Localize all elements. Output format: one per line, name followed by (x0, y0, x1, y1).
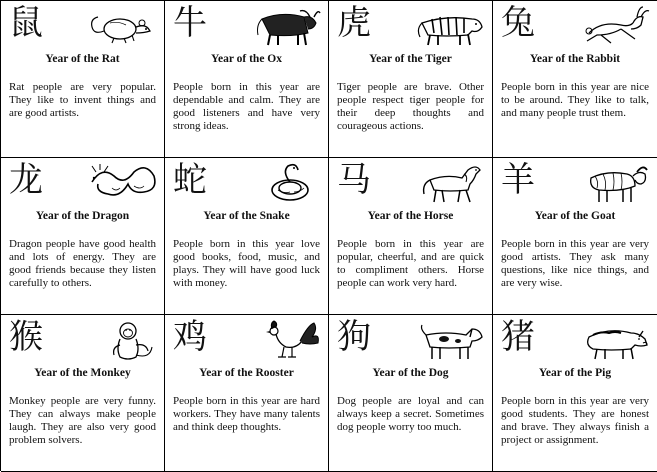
chinese-character: 鼠 (9, 3, 43, 43)
tiger-illustration (416, 5, 486, 47)
zodiac-cell-dragon (1, 158, 165, 315)
chinese-character: 羊 (501, 160, 535, 200)
chinese-character: 马 (337, 160, 371, 200)
zodiac-cell-rooster (165, 315, 329, 472)
zodiac-title: Year of the Dragon (35, 210, 130, 222)
zodiac-description: People born in this year are very good students. They are honest and brave. They always finish a project or assignment. (501, 395, 649, 446)
monkey-illustration (88, 319, 158, 361)
zodiac-cell-snake (165, 158, 329, 315)
zodiac-cell-pig (493, 315, 657, 472)
zodiac-description: Rat people are very popular. They like to invent things and are good artists. (9, 81, 156, 119)
zodiac-cell-horse (329, 158, 493, 315)
zodiac-cell-tiger (329, 1, 493, 158)
snake-illustration (252, 162, 322, 204)
rooster-illustration (252, 319, 322, 361)
zodiac-cell-dog (329, 315, 493, 472)
zodiac-description: People born in this year are nice to be around. They like to talk, and many people trust them. (501, 81, 649, 119)
zodiac-cell-goat (493, 158, 657, 315)
zodiac-cell-rabbit (493, 1, 657, 158)
zodiac-cell-rat (1, 1, 165, 158)
zodiac-description: People born in this year love good books, food, music, and plays. They will have good luck with money. (173, 238, 320, 289)
chinese-character: 龙 (9, 160, 43, 200)
zodiac-cell-monkey (1, 315, 165, 472)
dog-illustration (416, 319, 486, 361)
chinese-character: 蛇 (173, 160, 207, 200)
zodiac-title: Year of the Horse (367, 210, 454, 222)
chinese-character: 牛 (173, 3, 207, 43)
zodiac-description: Tiger people are brave. Other people respect tiger people for their deep thoughts and courageous actions. (337, 81, 484, 132)
zodiac-title: Year of the Monkey (34, 367, 131, 379)
chinese-character: 鸡 (173, 317, 207, 357)
zodiac-description: People born in this year are popular, cheerful, and are quick to compliment others. Horse people can work very hard. (337, 238, 484, 289)
zodiac-description: People born in this year are hard workers. They have many talents and think deep thoughts. (173, 395, 320, 433)
chinese-character: 猪 (501, 317, 535, 357)
zodiac-description: Monkey people are very funny. They can always make people laugh. They are also very good problem solvers. (9, 395, 156, 446)
zodiac-description: Dragon people have good health and lots of energy. They are good friends because they listen carefully to others. (9, 238, 156, 289)
dragon-illustration (88, 162, 158, 204)
zodiac-title: Year of the Pig (538, 367, 612, 379)
chinese-character: 狗 (337, 317, 371, 357)
zodiac-description: People born in this year are dependable and calm. They are good listeners and have very strong ideas. (173, 81, 320, 132)
zodiac-description: Dog people are loyal and can always keep a secret. Sometimes dog people worry too much. (337, 395, 484, 433)
rabbit-illustration (581, 5, 651, 47)
zodiac-title: Year of the Rabbit (529, 53, 621, 65)
zodiac-title: Year of the Rooster (199, 367, 294, 379)
zodiac-cell-ox (165, 1, 329, 158)
zodiac-title: Year of the Ox (210, 53, 282, 65)
chinese-character: 猴 (9, 317, 43, 357)
zodiac-title: Year of the Tiger (369, 53, 452, 65)
goat-illustration (581, 162, 651, 204)
horse-illustration (416, 162, 486, 204)
zodiac-description: People born in this year are very good artists. They ask many questions, like nice things, and are very wise. (501, 238, 649, 289)
chinese-character: 兔 (501, 3, 535, 43)
zodiac-title: Year of the Goat (534, 210, 616, 222)
chinese-character: 虎 (337, 3, 371, 43)
zodiac-title: Year of the Rat (45, 53, 120, 65)
zodiac-title: Year of the Snake (203, 210, 290, 222)
rat-illustration (88, 5, 158, 47)
zodiac-title: Year of the Dog (372, 367, 449, 379)
pig-illustration (581, 319, 651, 361)
ox-illustration (252, 5, 322, 47)
